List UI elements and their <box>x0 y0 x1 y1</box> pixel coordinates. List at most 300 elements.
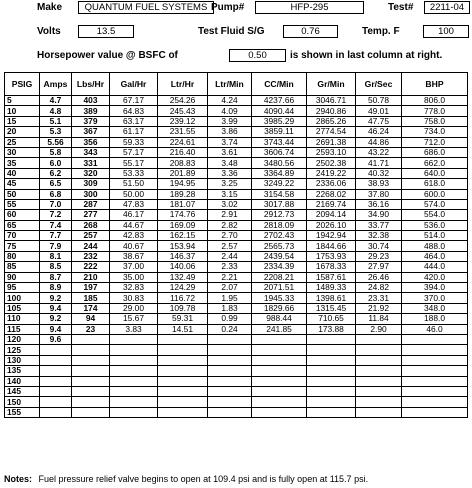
cell-psig: 30 <box>5 147 40 157</box>
cell-ltr-min: 3.15 <box>208 189 252 199</box>
cell-gr-min <box>307 334 356 344</box>
cell-ltr-hr <box>158 407 208 417</box>
volts-label: Volts <box>37 26 61 37</box>
table-header-row <box>5 73 468 96</box>
cell-ltr-hr: 59.31 <box>158 314 208 324</box>
cell-lbs-hr: 367 <box>72 127 110 137</box>
cell-ltr-min <box>208 386 252 396</box>
cell-ltr-hr <box>158 366 208 376</box>
cell-lbs-hr <box>72 407 110 417</box>
cell-bhp: 686.0 <box>402 147 468 157</box>
cell-ltr-hr: 201.89 <box>158 168 208 178</box>
cell-ltr-min: 0.24 <box>208 324 252 334</box>
make-field: QUANTUM FUEL SYSTEMS <box>78 1 214 14</box>
cell-gal-hr: 15.67 <box>110 314 158 324</box>
cell-cc-min <box>252 386 307 396</box>
cell-gr-sec <box>356 366 402 376</box>
cell-amps: 7.0 <box>40 199 72 209</box>
cell-bhp: 394.0 <box>402 283 468 293</box>
cell-ltr-min: 3.86 <box>208 127 252 137</box>
cell-bhp: 514.0 <box>402 231 468 241</box>
cell-ltr-hr: 146.37 <box>158 251 208 261</box>
table-row <box>5 407 468 417</box>
cell-gr-min: 2502.38 <box>307 158 356 168</box>
cell-cc-min: 3017.88 <box>252 199 307 209</box>
cell-amps: 5.56 <box>40 137 72 147</box>
cell-gr-sec: 27.97 <box>356 262 402 272</box>
cell-amps <box>40 397 72 407</box>
cell-gr-sec: 11.84 <box>356 314 402 324</box>
cell-bhp: 662.0 <box>402 158 468 168</box>
cell-gr-min <box>307 366 356 376</box>
cell-psig: 120 <box>5 334 40 344</box>
cell-lbs-hr: 389 <box>72 106 110 116</box>
cell-ltr-hr: 140.06 <box>158 262 208 272</box>
cell-amps: 9.4 <box>40 324 72 334</box>
cell-gal-hr: 35.00 <box>110 272 158 282</box>
notes <box>4 474 368 484</box>
horsepower-label: Horsepower value @ BSFC of <box>37 50 178 61</box>
cell-psig: 70 <box>5 231 40 241</box>
cell-gal-hr: 47.83 <box>110 199 158 209</box>
cell-gr-min: 2336.06 <box>307 179 356 189</box>
cell-bhp: 734.0 <box>402 127 468 137</box>
cell-lbs-hr: 320 <box>72 168 110 178</box>
cell-gal-hr: 53.33 <box>110 168 158 178</box>
cell-bhp <box>402 407 468 417</box>
cell-ltr-hr: 174.76 <box>158 210 208 220</box>
cell-lbs-hr <box>72 345 110 355</box>
cell-gr-sec: 41.71 <box>356 158 402 168</box>
cell-cc-min <box>252 376 307 386</box>
notes-text: Fuel pressure relief valve begins to open at 109.4 psi and is fully open at 115.7 psi. <box>38 474 369 484</box>
table-row <box>5 303 468 313</box>
table-row <box>5 127 468 137</box>
table-row <box>5 116 468 126</box>
cell-ltr-min: 2.33 <box>208 262 252 272</box>
fluid-field: 0.76 <box>283 25 338 38</box>
table-row <box>5 210 468 220</box>
cell-bhp: 806.0 <box>402 96 468 106</box>
cell-ltr-hr: 169.09 <box>158 220 208 230</box>
cell-ltr-min: 2.44 <box>208 251 252 261</box>
cell-lbs-hr: 356 <box>72 137 110 147</box>
cell-bhp <box>402 366 468 376</box>
cell-gr-sec: 36.16 <box>356 199 402 209</box>
cell-psig: 115 <box>5 324 40 334</box>
table-row <box>5 168 468 178</box>
cell-gr-min: 2774.54 <box>307 127 356 137</box>
cell-cc-min: 3480.56 <box>252 158 307 168</box>
cell-amps <box>40 366 72 376</box>
cell-psig: 60 <box>5 210 40 220</box>
cell-cc-min <box>252 366 307 376</box>
cell-gr-min: 1678.33 <box>307 262 356 272</box>
cell-ltr-hr: 116.72 <box>158 293 208 303</box>
table-row <box>5 366 468 376</box>
cell-amps: 8.5 <box>40 262 72 272</box>
cell-gal-hr <box>110 355 158 365</box>
cell-ltr-min: 0.99 <box>208 314 252 324</box>
cell-ltr-min: 2.07 <box>208 283 252 293</box>
cell-cc-min: 2208.21 <box>252 272 307 282</box>
table-row <box>5 272 468 282</box>
cell-bhp: 420.0 <box>402 272 468 282</box>
cell-ltr-hr: 153.94 <box>158 241 208 251</box>
cell-lbs-hr <box>72 397 110 407</box>
table-row <box>5 334 468 344</box>
cell-bhp: 444.0 <box>402 262 468 272</box>
cell-gr-min: 2094.14 <box>307 210 356 220</box>
cell-amps: 9.2 <box>40 314 72 324</box>
cell-cc-min: 3606.74 <box>252 147 307 157</box>
cell-gal-hr: 32.83 <box>110 283 158 293</box>
cell-psig: 105 <box>5 303 40 313</box>
cell-ltr-min: 1.83 <box>208 303 252 313</box>
column-header-gr-min: Gr/Min <box>307 73 356 96</box>
cell-ltr-hr: 254.26 <box>158 96 208 106</box>
cell-ltr-min: 3.25 <box>208 179 252 189</box>
cell-gr-min <box>307 407 356 417</box>
cell-gr-min <box>307 386 356 396</box>
cell-cc-min: 2818.09 <box>252 220 307 230</box>
cell-ltr-min: 3.48 <box>208 158 252 168</box>
cell-psig: 150 <box>5 397 40 407</box>
cell-gr-min: 2026.10 <box>307 220 356 230</box>
cell-amps <box>40 355 72 365</box>
cell-bhp: 188.0 <box>402 314 468 324</box>
cell-gal-hr: 42.83 <box>110 231 158 241</box>
cell-gr-min <box>307 355 356 365</box>
test-field: 2211-04 <box>424 1 470 14</box>
cell-psig: 75 <box>5 241 40 251</box>
cell-ltr-min: 4.24 <box>208 96 252 106</box>
cell-gal-hr: 46.17 <box>110 210 158 220</box>
cell-amps: 8.1 <box>40 251 72 261</box>
cell-amps: 7.7 <box>40 231 72 241</box>
cell-lbs-hr: 210 <box>72 272 110 282</box>
cell-ltr-min <box>208 366 252 376</box>
cell-gr-sec: 40.32 <box>356 168 402 178</box>
cell-cc-min <box>252 407 307 417</box>
cell-psig: 25 <box>5 137 40 147</box>
cell-gal-hr <box>110 407 158 417</box>
cell-ltr-min: 3.36 <box>208 168 252 178</box>
cell-ltr-min: 3.61 <box>208 147 252 157</box>
cell-bhp: 348.0 <box>402 303 468 313</box>
fluid-label: Test Fluid S/G <box>198 26 265 37</box>
cell-amps <box>40 345 72 355</box>
cell-ltr-hr: 181.07 <box>158 199 208 209</box>
cell-psig: 140 <box>5 376 40 386</box>
cell-ltr-hr: 189.28 <box>158 189 208 199</box>
table-row <box>5 355 468 365</box>
table-row <box>5 179 468 189</box>
cell-ltr-min <box>208 334 252 344</box>
cell-gal-hr: 37.00 <box>110 262 158 272</box>
cell-psig: 5 <box>5 96 40 106</box>
cell-bhp: 574.0 <box>402 199 468 209</box>
table-row <box>5 345 468 355</box>
cell-psig: 110 <box>5 314 40 324</box>
table-row <box>5 241 468 251</box>
cell-ltr-hr: 245.43 <box>158 106 208 116</box>
cell-bhp <box>402 334 468 344</box>
cell-psig: 50 <box>5 189 40 199</box>
cell-amps <box>40 407 72 417</box>
cell-lbs-hr: 244 <box>72 241 110 251</box>
cell-bhp: 554.0 <box>402 210 468 220</box>
table-row <box>5 199 468 209</box>
cell-gr-min: 1587.61 <box>307 272 356 282</box>
cell-cc-min: 988.44 <box>252 314 307 324</box>
cell-gr-min: 2419.22 <box>307 168 356 178</box>
cell-gr-min: 2169.74 <box>307 199 356 209</box>
cell-cc-min: 1945.33 <box>252 293 307 303</box>
cell-gal-hr: 3.83 <box>110 324 158 334</box>
cell-gal-hr: 59.33 <box>110 137 158 147</box>
cell-psig: 40 <box>5 168 40 178</box>
cell-psig: 45 <box>5 179 40 189</box>
cell-ltr-min <box>208 355 252 365</box>
horsepower-suffix: is shown in last column at right. <box>290 50 443 61</box>
cell-lbs-hr: 403 <box>72 96 110 106</box>
cell-ltr-min: 2.57 <box>208 241 252 251</box>
cell-psig: 100 <box>5 293 40 303</box>
cell-ltr-hr <box>158 397 208 407</box>
cell-bhp: 712.0 <box>402 137 468 147</box>
cell-gr-sec: 32.38 <box>356 231 402 241</box>
cell-gr-sec <box>356 397 402 407</box>
cell-gr-min: 2593.10 <box>307 147 356 157</box>
cell-gr-sec <box>356 345 402 355</box>
cell-gr-sec: 23.31 <box>356 293 402 303</box>
cell-bhp <box>402 397 468 407</box>
cell-gal-hr <box>110 334 158 344</box>
cell-gal-hr: 40.67 <box>110 241 158 251</box>
cell-gr-min <box>307 345 356 355</box>
cell-gr-sec: 30.74 <box>356 241 402 251</box>
cell-gal-hr: 64.83 <box>110 106 158 116</box>
volts-field: 13.5 <box>78 25 134 38</box>
cell-psig: 135 <box>5 366 40 376</box>
cell-amps: 7.4 <box>40 220 72 230</box>
cell-lbs-hr: 268 <box>72 220 110 230</box>
cell-gal-hr: 61.17 <box>110 127 158 137</box>
column-header-cc-min: CC/Min <box>252 73 307 96</box>
cell-gal-hr <box>110 376 158 386</box>
cell-lbs-hr: 343 <box>72 147 110 157</box>
cell-lbs-hr: 257 <box>72 231 110 241</box>
cell-gr-sec: 50.78 <box>356 96 402 106</box>
cell-gr-sec <box>356 355 402 365</box>
cell-ltr-min: 3.02 <box>208 199 252 209</box>
cell-ltr-min: 2.70 <box>208 231 252 241</box>
cell-ltr-hr <box>158 386 208 396</box>
cell-gal-hr: 57.17 <box>110 147 158 157</box>
cell-psig: 35 <box>5 158 40 168</box>
cell-lbs-hr: 23 <box>72 324 110 334</box>
cell-lbs-hr: 277 <box>72 210 110 220</box>
table-row <box>5 158 468 168</box>
cell-ltr-hr: 194.95 <box>158 179 208 189</box>
cell-cc-min: 3743.44 <box>252 137 307 147</box>
cell-gr-sec: 44.86 <box>356 137 402 147</box>
cell-gr-sec: 24.82 <box>356 283 402 293</box>
cell-ltr-min: 1.95 <box>208 293 252 303</box>
cell-bhp: 370.0 <box>402 293 468 303</box>
table-row <box>5 189 468 199</box>
cell-gr-min: 1844.66 <box>307 241 356 251</box>
cell-bhp: 536.0 <box>402 220 468 230</box>
cell-ltr-hr: 239.12 <box>158 116 208 126</box>
cell-gr-sec: 34.90 <box>356 210 402 220</box>
cell-gr-min: 1753.93 <box>307 251 356 261</box>
cell-amps: 9.2 <box>40 293 72 303</box>
cell-psig: 125 <box>5 345 40 355</box>
table-row <box>5 251 468 261</box>
cell-ltr-hr <box>158 355 208 365</box>
cell-ltr-min: 2.21 <box>208 272 252 282</box>
cell-gal-hr <box>110 345 158 355</box>
cell-gr-min: 1315.45 <box>307 303 356 313</box>
cell-bhp <box>402 376 468 386</box>
cell-gal-hr: 29.00 <box>110 303 158 313</box>
cell-cc-min <box>252 355 307 365</box>
cell-lbs-hr: 174 <box>72 303 110 313</box>
cell-lbs-hr <box>72 334 110 344</box>
column-header-gal-hr: Gal/Hr <box>110 73 158 96</box>
cell-psig: 10 <box>5 106 40 116</box>
cell-amps: 6.0 <box>40 158 72 168</box>
cell-ltr-hr: 208.83 <box>158 158 208 168</box>
cell-gr-min: 2865.26 <box>307 116 356 126</box>
cell-ltr-hr: 109.78 <box>158 303 208 313</box>
cell-gr-sec <box>356 376 402 386</box>
cell-gr-sec: 26.46 <box>356 272 402 282</box>
cell-lbs-hr: 94 <box>72 314 110 324</box>
cell-gr-min: 1489.33 <box>307 283 356 293</box>
cell-lbs-hr <box>72 366 110 376</box>
cell-gr-min: 173.88 <box>307 324 356 334</box>
cell-gr-sec: 49.01 <box>356 106 402 116</box>
column-header-amps: Amps <box>40 73 72 96</box>
cell-lbs-hr: 185 <box>72 293 110 303</box>
cell-bhp: 758.0 <box>402 116 468 126</box>
cell-lbs-hr: 300 <box>72 189 110 199</box>
cell-bhp <box>402 386 468 396</box>
cell-bhp: 464.0 <box>402 251 468 261</box>
cell-cc-min: 4090.44 <box>252 106 307 116</box>
cell-amps: 5.1 <box>40 116 72 126</box>
flow-data-table <box>4 72 468 418</box>
cell-cc-min: 2439.54 <box>252 251 307 261</box>
cell-psig: 55 <box>5 199 40 209</box>
cell-amps: 4.8 <box>40 106 72 116</box>
cell-psig: 90 <box>5 272 40 282</box>
cell-ltr-min: 2.82 <box>208 220 252 230</box>
cell-ltr-min: 2.91 <box>208 210 252 220</box>
cell-gr-sec <box>356 334 402 344</box>
cell-cc-min <box>252 345 307 355</box>
cell-cc-min: 3154.58 <box>252 189 307 199</box>
cell-psig: 65 <box>5 220 40 230</box>
table-body <box>5 96 468 418</box>
cell-gr-sec: 38.93 <box>356 179 402 189</box>
cell-gr-sec: 46.24 <box>356 127 402 137</box>
cell-cc-min <box>252 397 307 407</box>
column-header-lbs-hr: Lbs/Hr <box>72 73 110 96</box>
cell-gal-hr: 51.50 <box>110 179 158 189</box>
cell-cc-min: 3985.29 <box>252 116 307 126</box>
pump-label: Pump# <box>211 2 245 13</box>
table-row <box>5 324 468 334</box>
cell-ltr-min: 4.09 <box>208 106 252 116</box>
cell-amps: 7.2 <box>40 210 72 220</box>
cell-ltr-min <box>208 376 252 386</box>
cell-gr-sec <box>356 386 402 396</box>
cell-cc-min: 2071.51 <box>252 283 307 293</box>
table-row <box>5 386 468 396</box>
cell-gr-min: 2940.86 <box>307 106 356 116</box>
cell-gr-min: 1398.61 <box>307 293 356 303</box>
cell-gal-hr: 55.17 <box>110 158 158 168</box>
cell-ltr-hr: 14.51 <box>158 324 208 334</box>
cell-cc-min: 241.85 <box>252 324 307 334</box>
cell-gal-hr: 50.00 <box>110 189 158 199</box>
table-row <box>5 137 468 147</box>
cell-ltr-min <box>208 407 252 417</box>
bsfc-field: 0.50 <box>229 49 286 62</box>
test-label: Test# <box>388 2 414 13</box>
cell-gal-hr: 63.17 <box>110 116 158 126</box>
cell-gr-min <box>307 397 356 407</box>
table-row <box>5 314 468 324</box>
table-row <box>5 376 468 386</box>
cell-psig: 155 <box>5 407 40 417</box>
table-row <box>5 220 468 230</box>
cell-cc-min: 3249.22 <box>252 179 307 189</box>
cell-bhp <box>402 355 468 365</box>
cell-gr-sec <box>356 407 402 417</box>
table-row <box>5 106 468 116</box>
cell-gr-sec: 47.75 <box>356 116 402 126</box>
cell-lbs-hr: 287 <box>72 199 110 209</box>
cell-bhp <box>402 345 468 355</box>
cell-gr-min: 2691.38 <box>307 137 356 147</box>
column-header-ltr-hr: Ltr/Hr <box>158 73 208 96</box>
cell-gal-hr: 30.83 <box>110 293 158 303</box>
table-row <box>5 283 468 293</box>
cell-ltr-hr: 162.15 <box>158 231 208 241</box>
column-header-psig: PSIG <box>5 73 40 96</box>
cell-ltr-hr <box>158 334 208 344</box>
cell-gr-min: 3046.71 <box>307 96 356 106</box>
cell-psig: 20 <box>5 127 40 137</box>
cell-amps: 7.9 <box>40 241 72 251</box>
cell-cc-min: 2702.43 <box>252 231 307 241</box>
column-header-bhp: BHP <box>402 73 468 96</box>
cell-ltr-min <box>208 397 252 407</box>
cell-amps: 5.3 <box>40 127 72 137</box>
cell-psig: 85 <box>5 262 40 272</box>
cell-gr-min <box>307 376 356 386</box>
cell-cc-min: 1829.66 <box>252 303 307 313</box>
cell-psig: 145 <box>5 386 40 396</box>
table-row <box>5 262 468 272</box>
cell-cc-min: 2912.73 <box>252 210 307 220</box>
cell-ltr-hr <box>158 376 208 386</box>
